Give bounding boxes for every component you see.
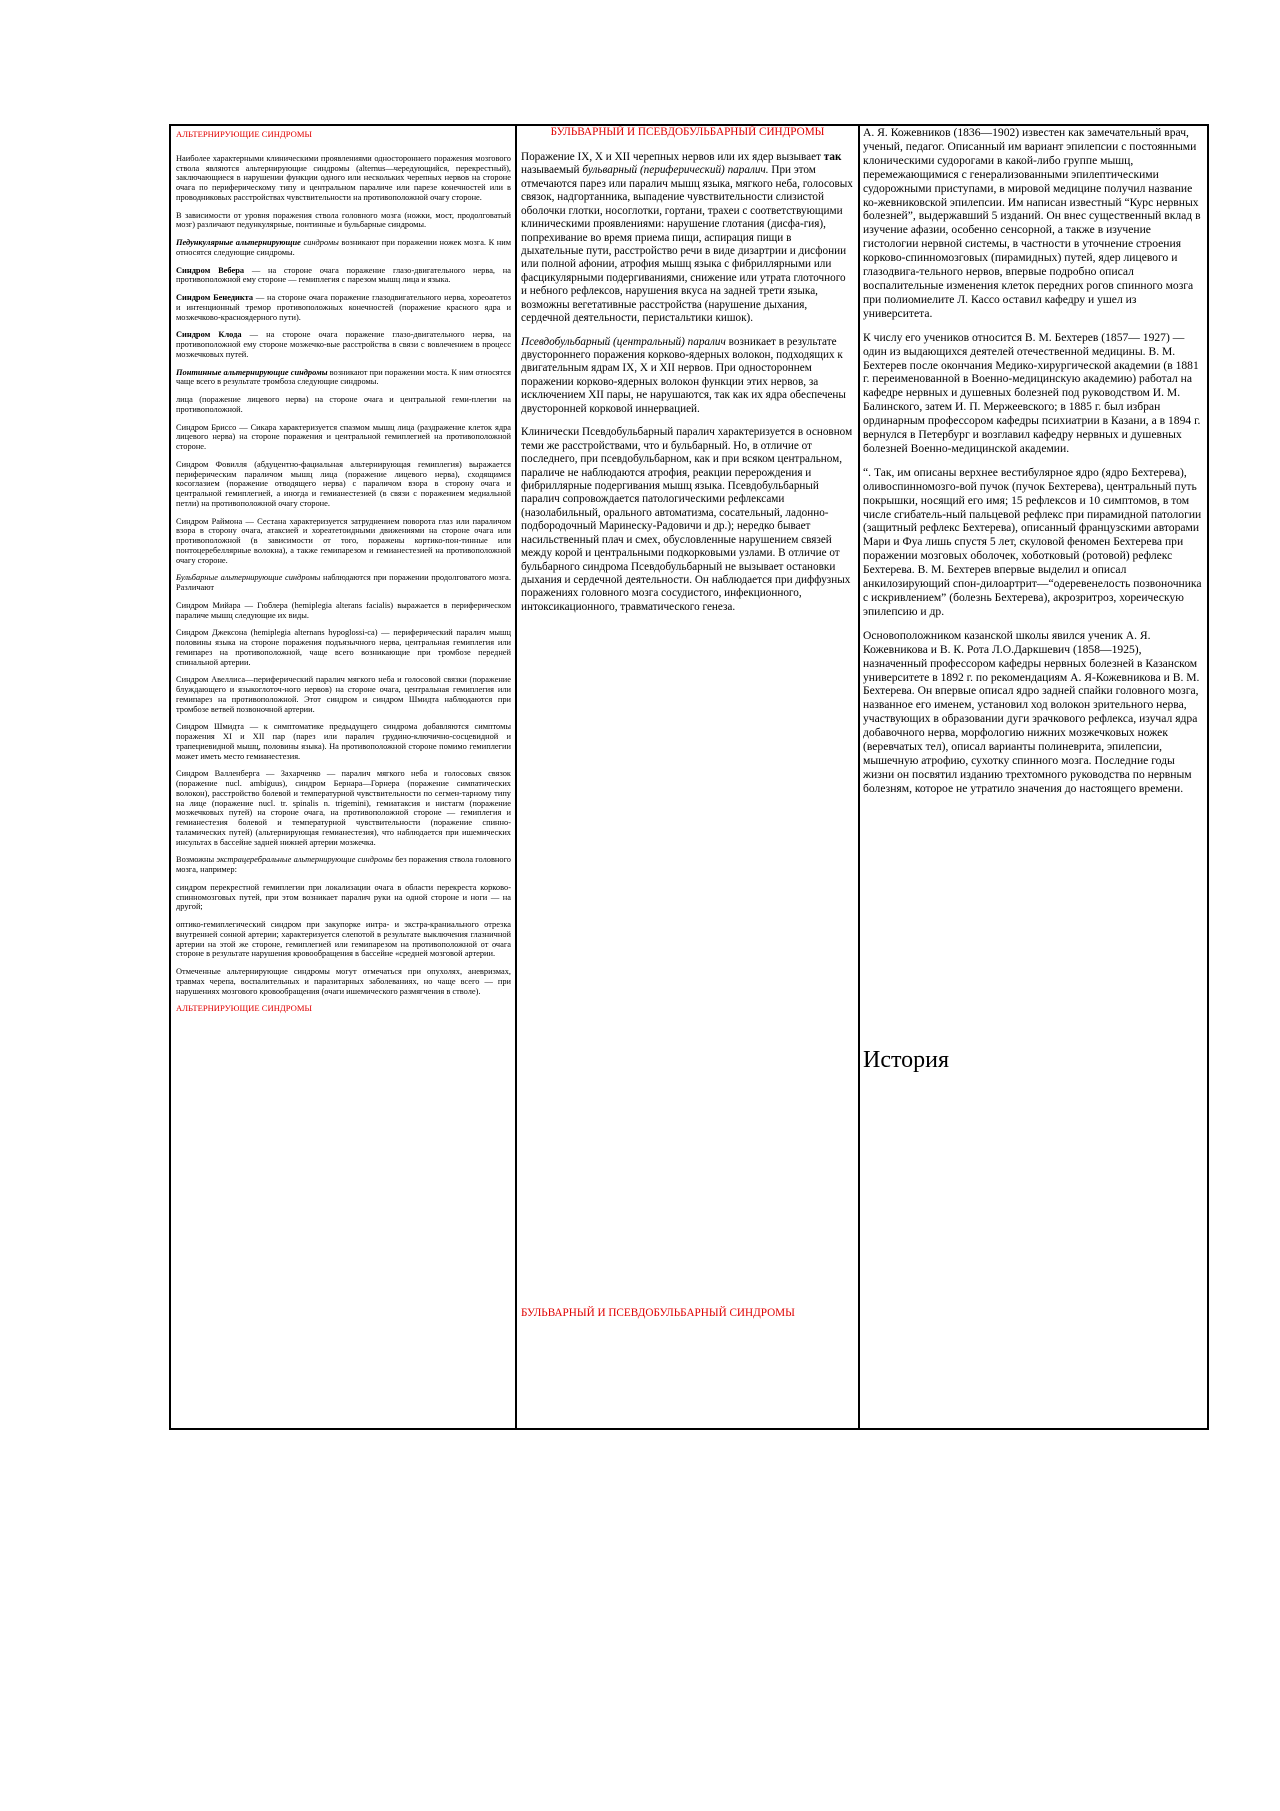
paragraph: Отмеченные альтернирующие синдромы могут отмечаться при опухолях, аневризмах, травмах черепа, воспалительных и паразитарных заболеваниях, но чаще всего — при нарушениях мозгового кровообращения (очаги ишемического размягчения в стволе). [176, 967, 511, 996]
paragraph: Возможны экстрацеребральные альтернирующие синдромы без поражения ствола головного мозга, например: [176, 855, 511, 875]
paragraph: Синдром Клода — на стороне очага поражение глазо-двигательного нерва, на противоположной ему стороне мозжечко-вые расстройства в связи с вовлечением в процесс мозжечковых путей. [176, 330, 512, 359]
paragraph: Синдром Бриссо — Сикара характеризуется спазмом мышц лица (раздражение клеток ядра лицевого нерва) на стороне поражения и центральной гемиплегией на противоположной стороне. [176, 422, 511, 452]
history-heading: История [863, 1047, 950, 1073]
column-history [860, 126, 1207, 1428]
syndrome-name: Синдром Бенедикта [176, 293, 254, 303]
column-bulbar-syndromes [517, 126, 860, 1428]
term: бульварный (периферический) паралич. [582, 164, 769, 177]
term: Понтинные альтернирующие синдромы [176, 367, 328, 377]
paragraph: Синдром Авеллиса—периферический паралич мягкого неба и голосовой связки (поражение блуждающего и языкоглоточ-ного нервов) на стороне очага, центральная гемиплегия или гемипарез на противоположной. Этот синдром и синдром Шмидта наблюдаются при тромбозе ветвей позвоночной артерии. [176, 675, 511, 714]
paragraph: оптико-гемиплегический синдром при закупорке интра- и экстра-краниального отрезка внутренней сонной артерии; характеризуется слепотой в результате выключения глазничной артерии на этой же стороне, гемиплегией или гемипарезом на противоположной от очага стороне в результате нарушения кровообращения в бассейне «средней мозговой артерии. [176, 920, 511, 959]
paragraph: Основоположником казанской школы явился ученик А. Я. Кожевникова и В. К. Рота Л.О.Даркшевич (1858—1925), назначенный профессором кафедры нервных болезней в Казанском университете в 1892 г. по рекомендациям А. Я-Кожевникова и В. М. Бехтерева. Он впервые описал ядро задней спайки головного мозга, названное его именем, установил ход волокон зрительного нерва, участвующих в образовании дуги зрачкового рефлекса, изучал ядра добавочного нерва, морфологию нижних мозжечковых ножек (веревчатых тел), описал варианты полиневрита, эпилепсии, мышечную атрофию, сухотку спинного мозга. Последние годы жизни он посвятил изданию трехтомного руководства по нервным болезням, которое не утратило значения до настоящего времени. [863, 628, 1200, 795]
section-heading: БУЛЬВАРНЫЙ И ПСЕВДОБУЛЬБАРНЫЙ СИНДРОМЫ [550, 126, 825, 138]
syndrome-name: Синдром Клода [176, 330, 242, 340]
section-heading: АЛЬТЕРНИРУЮЩИЕ СИНДРОМЫ [176, 129, 313, 139]
paragraph: Наиболее характерными клиническими проявлениями одностороннего поражения мозгового ствола являются альтернирующие синдромы (alternus—чередующийся, перекрестный), заключающиеся в нарушении функции одного или нескольких черепных нервов на стороне очага по периферическому типу и центральном параличе или парезе конечностей или в проводниковых расстройствах чувствительности на противоположной очагу стороне. [176, 153, 511, 202]
paragraph: Синдром Фовилля (абдуцентно-фациальная альтернирующая гемиплегия) выражается периферическим параличом мышц лица (поражение лицевого нерва), сходящимся косоглазием (поражение отводящего нерва) с параличом взора в сторону очага и центральной гемиплегией, а иногда и гемианестезией (в связи с поражением медиальной петли) на противоположной очагу стороне. [176, 459, 511, 508]
paragraph: Педункулярные альтернирующие синдромы возникают при поражении ножек мозга. К ним относятся следующие синдромы. [176, 238, 512, 257]
paragraph: Синдром Шмидта — к симптоматике предыдущего синдрома добавляются симптомы поражения XI и XII пар (парез или паралич грудино-ключично-сосцевидной и трапециевидной мышц, половины языка). На противоположной стороне помимо гемиплегии может иметь место гемианестезия. [176, 722, 511, 761]
term: Педункулярные альтернирующие [176, 238, 301, 248]
paragraph: Бульбарные альтернирующие синдромы наблюдаются при поражении продолговатого мозга. Различают [176, 573, 511, 593]
paragraph: Поражение IX, X и XII черепных нервов или их ядер вызывает так называемый бульварный (периферический) паралич. При этом отмечаются парез или паралич мышц языка, мягкого неба, голосовых связок, надгортанника, выпадение чувствительности слизистой оболочки глотки, носоглотки, гортани, трахеи с соответствующими клиническими проявлениями: нарушение глотания (дисфа-гия), попрехивание во время приема пищи, аспирация пищи в дыхательные пути, расстройство речи в виде дизартрии и дисфонии или полной афонии, атрофия мышц языка с фибриллярными или фасцикулярными подергиваниями, снижение или утрата глоточного и небного рефлексов, нарушения вкуса на задней трети языка, возможны вегетативные расстройства (нарушение дыхания, сердечной деятельности, перистальтики кишок). [521, 150, 853, 325]
paragraph: А. Я. Кожевников (1836—1902) известен как замечательный врач, ученый, педагог. Описанный им вариант эпилепсии с постоянными клоническими судорогами в какой-либо группе мышц, перемежающимися с генерализованными эпилептическими судорожными приступами, в мировой медицине получил название ко-жевниковской эпилепсии. Им написан известный “Курс нервных болезней”, выдержавший 5 изданий. Он внес существенный вклад в изучение афазии, особенно сенсорной, а также в изучение гистологии нервной системы, в частности в уточнение строения корково-спинномозговых (пирамидных) путей, ядер лицевого и глазодвига-тельного нервов, впервые подробно описал воспалительные изменения клеток передних рогов спинного мозга при полиомиелите Л. Кассо оставил кафедру и ушел из университета. [863, 126, 1201, 320]
paragraph: Псевдобульбарный (центральный) паралич возникает в результате двустороннего поражения корково-ядерных волокон, подходящих к двигательным ядрам IX, X и XII нервов. При одностороннем поражении корково-ядерных волокон функции этих нервов, за исключением XII пары, не нарушаются, так как их ядра обеспечены двусторонней корковой иннервацией. [521, 335, 846, 415]
section-footer: АЛЬТЕРНИРУЮЩИЕ СИНДРОМЫ [176, 1003, 313, 1014]
column-alternating-syndromes [171, 126, 517, 1428]
paragraph: К числу его учеников относится В. М. Бехтерев (1857— 1927) — один из выдающихся деятелей отечественной медицины. В. М. Бехтерев после окончания Медико-хирургической академии (в 1881 г. переименованной в Военно-медицинскую академию) работал на кафедре нервных и душевных болезней под руководством И. М. Балинского, затем И. П. Мержеевского; в 1885 г. был избран ординарным профессором кафедры психиатрии в Казани, а в 1894 г. вернулся в Петербург и возглавил кафедру нервных и душевных болезней Военно-медицинской академии. [863, 330, 1201, 455]
term: экстрацеребральные альтернирующие синдромы [216, 855, 393, 865]
paragraph: Синдром Бенедикта — на стороне очага поражение глазодвигательного нерва, хореоатетоз и интенционный тремор противоположных конечностей (поражение красного ядра и мозжечково-красноядерного пути). [176, 293, 511, 322]
paragraph: Синдром Мийара — Гюблера (hemiplegia alterans facialis) выражается в периферическом параличе мышц следующие их виды. [176, 600, 511, 620]
paragraph: Понтинные альтернирующие синдромы возникают при поражении моста. К ним относятся чаще всего в результате тромбоза следующие синдромы. [176, 367, 511, 387]
paragraph: В зависимости от уровня поражения ствола головного мозга (ножки, мост, продолговатый мозг) различают педункулярные, понтинные и бульбарные синдромы. [176, 210, 511, 230]
term: синдромы [303, 238, 339, 248]
paragraph: синдром перекрестной гемиплегии при локализации очага в области перекреста корково-спинномозговых путей, при этом возникает паралич руки на одной стороне и ноги — на другой; [176, 882, 511, 912]
paragraph: лица (поражение лицевого нерва) на стороне очага и центральной геми-плегии на противоположной. [176, 395, 511, 414]
syndrome-name: Синдром Вебера [176, 265, 245, 275]
term: Бульбарные альтернирующие синдромы [176, 573, 321, 583]
paragraph: Синдром Раймона — Сестана характеризуется затруднением поворота глаз или параличом взора в сторону очага, атаксией и хореатетоидными движениями на стороне очага или противоположной (в зависимости от того, поражены кортико-пон-тинные или понтоцеребеллярные волокна), а также гемипарезом и гемианестезией на противоположной очагу стороне. [176, 516, 511, 565]
paragraph: Синдром Джексона (hemiplegia alternans hypoglossi-ca) — периферический паралич мышц половины языка на стороне поражения подъязычного нерва, центральная гемиплегия или гемипарез на противоположной, чаще всего возникающие при тромбозе передней спинальной артерии. [176, 628, 511, 667]
section-footer: БУЛЬВАРНЫЙ И ПСЕВДОБУЛЬБАРНЫЙ СИНДРОМЫ [521, 1307, 795, 1319]
term: Псевдобульбарный (центральный) паралич [521, 335, 726, 348]
paragraph: Клинически Псевдобульбарный паралич характеризуется в основном теми же расстройствами, что и бульбарный. Но, в отличие от последнего, при псевдобульбарном, как и при всяком центральном, параличе не наблюдаются атрофия, реакции перерождения и фибриллярные подергивания мышц языка. Псевдобульбарный паралич сопровождается патологическими рефлексами (назолабильный, орального автоматизма, сосательный, ладонно-подбородочный Маринеску-Радовичи и др.); нередко бывает насильственный плач и смех, обусловленные нарушением связей между корой и центральными подкорковыми узлами. В отличие от бульбарного синдрома Псевдобульбарный не вызывает остановки дыхания и сердечной деятельности. Он наблюдается при диффузных поражениях головного мозга сосудистого, инфекционного, интоксикационного, травматического генеза. [521, 426, 853, 613]
paragraph: Синдром Валленберга — Захарченко — паралич мягкого неба и голосовых связок (поражение nucl. ambiguus), синдром Бернара—Горнера (поражение симпатических волокон), расстройство болевой и температурной чувствительности по сегмен-тарному типу на лице (поражение nucl. tr. spinalis n. trigemini), гемиатаксия и нистагм (поражение мозжечковых путей) на стороне очага, на противоположной стороне — гемиплегия и гемианестезия болевой и температурной чувствительности (поражение спинно-таламических путей) (альтернирующая гемианестезия), что наблюдается при ишемических инсультах в бассейне задней нижней артерии мозжечка. [176, 769, 511, 847]
paragraph: Синдром Вебера — на стороне очага поражение глазо-двигательного нерва, на противоположной ему стороне — гемиплегия с парезом мышц лица и языка. [176, 265, 511, 285]
paragraph: “. Так, им описаны верхнее вестибулярное ядро (ядро Бехтерева), оливоспинномозго-вой пучок (пучок Бехтерева), центральный путь покрышки, носящий его имя; 15 рефлексов и 10 симптомов, в том числе сгибатель-ный пальцевой рефлекс при пирамидной патологии (защитный рефлекс Бехтерева), описанный французскими авторами Мари и Фуа лишь спустя 5 лет, скуловой феномен Бехтерева при поражении мозговых оболочек, хоботковый (ротовой) рефлекс Бехтерева. В. М. Бехтерев впервые выделил и описал анкилозирующий спон-дилоартрит—“одеревенелость позвоночника с искривлением” (болезнь Бехтерева), акрозритроз, хореическую эпилепсию и др. [863, 465, 1202, 618]
content-table [169, 124, 1209, 1430]
